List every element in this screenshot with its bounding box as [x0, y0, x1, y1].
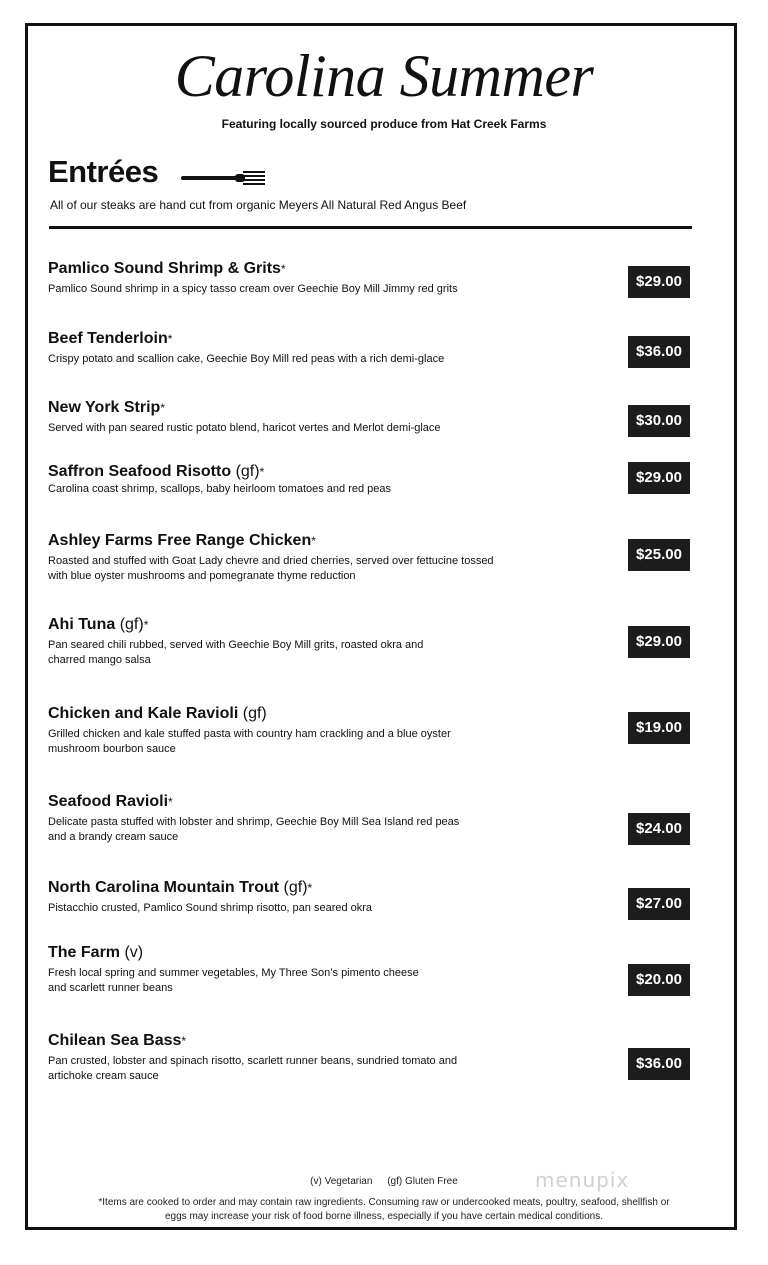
section-title: Entrées — [48, 154, 159, 189]
item-name: Chicken and Kale Ravioli — [48, 705, 239, 722]
watermark: menupix — [535, 1168, 630, 1192]
item-name: New York Strip — [48, 399, 161, 416]
item-star: * — [307, 881, 313, 895]
section-divider — [49, 226, 692, 229]
fork-icon — [181, 170, 265, 186]
item-description: Served with pan seared rustic potato blend, haricot vertes and Merlot demi-glace — [48, 422, 441, 434]
item-name: Beef Tenderloin — [48, 330, 168, 347]
item-star: * — [168, 795, 173, 809]
item-star: * — [160, 401, 165, 415]
item-tag: (gf) — [119, 616, 144, 633]
menu-item — [48, 615, 608, 668]
menu-title: Carolina Summer — [174, 43, 594, 109]
item-name: Seafood Ravioli — [48, 793, 169, 810]
menu-item — [48, 462, 608, 497]
item-description: Pan crusted, lobster and spinach risotto, scarlett runner beans, sundried tomato and artichoke cream sauce — [48, 1055, 458, 1082]
item-description: Delicate pasta stuffed with lobster and shrimp, Geechie Boy Mill Sea Island red peas and a brandy cream sauce — [48, 816, 460, 843]
menu-item — [48, 329, 608, 367]
item-description: Roasted and stuffed with Goat Lady chevre and dried cherries, served over fettucine tossed with blue oyster mushrooms and pomegranate thyme reduction — [48, 555, 494, 582]
menu-subtitle: Featuring locally sourced produce from Hat Creek Farms — [221, 117, 547, 131]
item-name: Saffron Seafood Risotto — [48, 463, 232, 480]
item-price: $29.00 — [628, 266, 690, 298]
item-name: North Carolina Mountain Trout — [48, 879, 280, 896]
item-description: Fresh local spring and summer vegetables, My Three Son’s pimento cheese and scarlett runner beans — [48, 967, 419, 994]
item-star: * — [311, 534, 316, 548]
disclaimer: *Items are cooked to order and may contain raw ingredients. Consuming raw or undercooked meats, poultry, seafood, shellfish or eggs may increase your risk of food borne illness, especially if you have certain medical conditions. — [98, 1197, 670, 1222]
menu-item — [48, 943, 608, 996]
menu-item — [48, 704, 608, 757]
menu-item — [48, 792, 608, 845]
section-note: All of our steaks are hand cut from organic Meyers All Natural Red Angus Beef — [50, 198, 467, 212]
item-description: Pamlico Sound shrimp in a spicy tasso cream over Geechie Boy Mill Jimmy red grits — [48, 283, 458, 295]
item-price: $25.00 — [628, 539, 690, 571]
item-price: $24.00 — [628, 813, 690, 845]
item-name: Chilean Sea Bass — [48, 1032, 182, 1049]
item-name: Ashley Farms Free Range Chicken — [48, 532, 312, 549]
menu-item — [48, 259, 608, 297]
item-description: Carolina coast shrimp, scallops, baby heirloom tomatoes and red peas — [48, 483, 392, 495]
item-description: Crispy potato and scallion cake, Geechie Boy Mill red peas with a rich demi-glace — [48, 353, 445, 365]
item-price: $20.00 — [628, 964, 690, 996]
legend-vegetarian: (v) Vegetarian — [310, 1176, 373, 1187]
menu-item — [48, 1031, 608, 1084]
item-price: $19.00 — [628, 712, 690, 744]
item-price: $36.00 — [628, 336, 690, 368]
item-price: $29.00 — [628, 626, 690, 658]
item-description: Pan seared chili rubbed, served with Geechie Boy Mill grits, roasted okra and charred mango salsa — [48, 639, 424, 666]
item-name: The Farm — [48, 944, 121, 961]
item-tag: (gf) — [235, 463, 260, 480]
menu-item — [48, 878, 608, 916]
item-star: * — [143, 618, 149, 632]
menu-item — [48, 398, 608, 436]
item-tag: (gf) — [283, 879, 308, 896]
diet-legend — [0, 1176, 768, 1187]
item-name: Ahi Tuna — [48, 616, 116, 633]
menu-item — [48, 531, 608, 584]
item-name: Pamlico Sound Shrimp & Grits — [48, 260, 281, 277]
item-description: Grilled chicken and kale stuffed pasta with country ham crackling and a blue oyster mushroom bourbon sauce — [48, 728, 451, 755]
item-price: $29.00 — [628, 462, 690, 494]
item-star: * — [181, 1034, 187, 1048]
item-star: * — [280, 262, 286, 276]
item-tag: (v) — [124, 944, 144, 961]
item-tag: (gf) — [242, 705, 267, 722]
legend-gluten-free: (gf) Gluten Free — [387, 1176, 458, 1187]
item-price: $36.00 — [628, 1048, 690, 1080]
item-price: $30.00 — [628, 405, 690, 437]
item-price: $27.00 — [628, 888, 690, 920]
item-description: Pistacchio crusted, Pamlico Sound shrimp risotto, pan seared okra — [48, 902, 373, 914]
item-star: * — [167, 332, 173, 346]
item-star: * — [259, 465, 265, 479]
